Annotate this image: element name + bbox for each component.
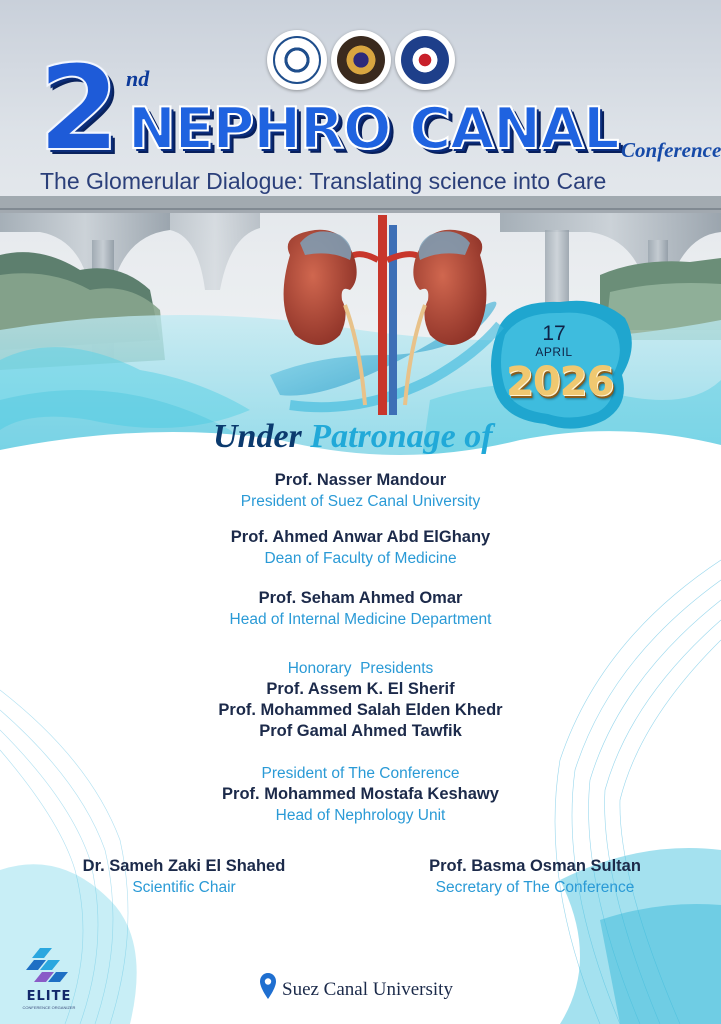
honorary-presidents-heading: Honorary Presidents <box>287 660 434 677</box>
patron-block <box>0 527 721 569</box>
conference-word: Conference <box>621 138 721 162</box>
date-year: 2026 <box>506 359 614 405</box>
elite-logo-icon <box>22 944 74 988</box>
conference-president-role: Head of Nephrology Unit <box>275 807 446 824</box>
conference-title: NEPHRO CANAL <box>128 96 619 162</box>
patron-name: Prof. Ahmed Anwar Abd ElGhany <box>230 528 491 546</box>
map-pin-icon <box>259 972 277 1000</box>
secretary-role: Secretary of The Conference <box>435 879 635 896</box>
patronage-heading <box>213 418 493 456</box>
patron-name: Prof. Seham Ahmed Omar <box>258 589 463 607</box>
patron-block <box>0 588 721 630</box>
conference-emblem-logo <box>331 30 391 90</box>
edition-suffix: nd <box>126 66 150 91</box>
patron-role: Dean of Faculty of Medicine <box>264 550 457 567</box>
patron-name: Prof. Nasser Mandour <box>274 471 447 489</box>
patron-block <box>0 470 721 512</box>
secretary-block <box>385 856 685 898</box>
patronage-heading-under: Under <box>213 418 302 455</box>
elite-logo-text: ELITE <box>26 989 72 1004</box>
elite-logo-tagline: CONFERENCE ORGANIZER <box>22 1005 76 1010</box>
edition-number: 2 <box>38 39 119 177</box>
date-day: 17 <box>542 322 566 345</box>
patronage-heading-rest: Patronage of <box>310 418 493 455</box>
patron-role: Head of Internal Medicine Department <box>229 611 492 628</box>
conference-subtitle: The Glomerular Dialogue: Translating science into Care <box>40 168 607 194</box>
faculty-of-medicine-logo <box>395 30 455 90</box>
honorary-president-name: Prof. Mohammed Salah Elden Khedr <box>218 701 503 719</box>
date-month: APRIL <box>535 345 573 359</box>
kidney-illustration <box>260 205 510 425</box>
suez-canal-university-logo <box>267 30 327 90</box>
conference-president-block <box>0 763 721 826</box>
secretary-name: Prof. Basma Osman Sultan <box>429 857 641 875</box>
scientific-chair-role: Scientific Chair <box>132 879 236 896</box>
scientific-chair-block <box>34 856 334 898</box>
location-text: Suez Canal University <box>282 979 453 1000</box>
honorary-president-name: Prof. Assem K. El Sherif <box>266 680 455 698</box>
conference-president-heading: President of The Conference <box>261 765 460 782</box>
conference-president-name: Prof. Mohammed Mostafa Keshawy <box>222 785 499 803</box>
scientific-chair-name: Dr. Sameh Zaki El Shahed <box>82 857 286 875</box>
honorary-president-name: Prof Gamal Ahmed Tawfik <box>259 722 462 740</box>
patron-role: President of Suez Canal University <box>240 493 481 510</box>
honorary-presidents-block <box>0 658 721 742</box>
